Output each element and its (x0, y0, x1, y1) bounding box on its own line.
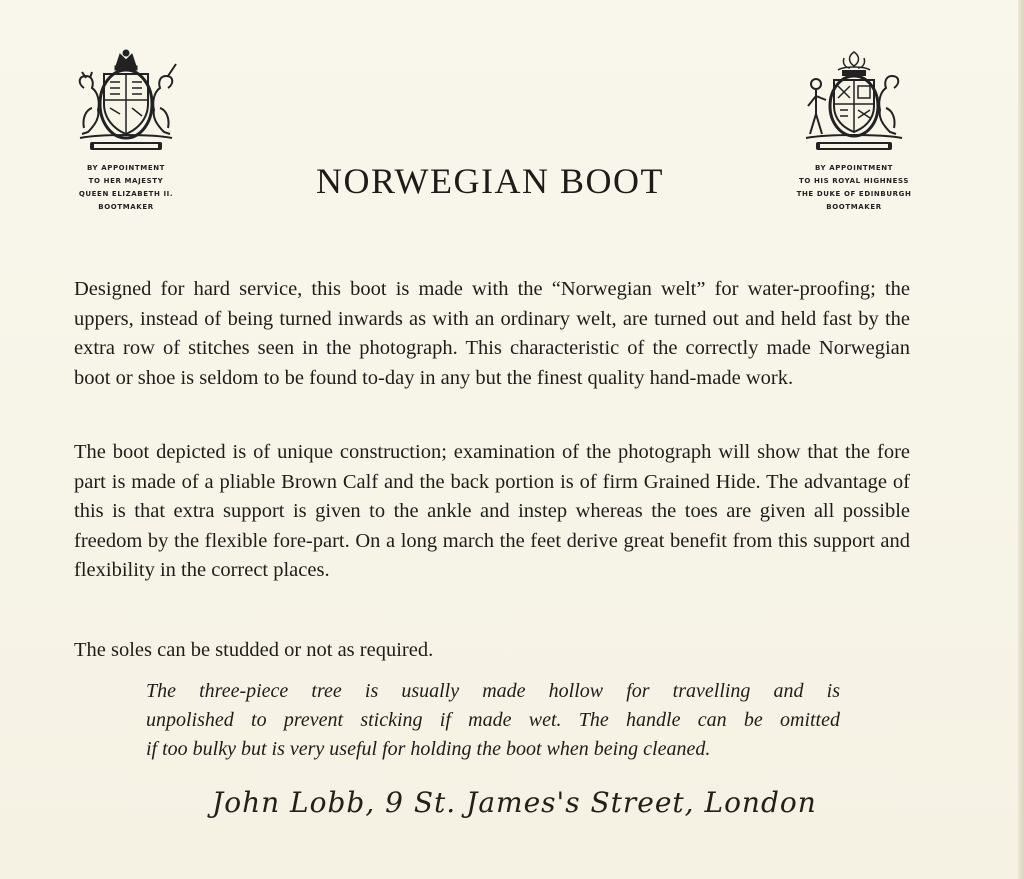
royal-coat-of-arms-icon (70, 48, 182, 156)
paragraph-norwegian-welt: Designed for hard service, this boot is made with the “Norwegian welt” for water-proofing; the uppers, instead of being turned inwards as with an ordinary welt, are turned out and held fast by the extra row of stitches seen in the photograph. This characteristic of the correctly made Norwegian boot or shoe is seldom to be found to-day in any but the finest quality hand-made work. (74, 278, 910, 389)
page-edge (1018, 0, 1024, 879)
page-title: NORWEGIAN BOOT (316, 161, 664, 201)
warrant-line: BY APPOINTMENT (86, 164, 166, 172)
warrant-line: TO HIS ROYAL HIGHNESS (799, 177, 909, 185)
warrant-line: TO HER MAJESTY (88, 177, 164, 185)
paragraph-construction: The boot depicted is of unique construction; examination of the photograph will show that the fore part is made of a pliable Brown Calf and the back portion is of firm Grained Hide. The advantage of this is that extra support is given to the ankle and instep whereas the toes are given all possible freedom by the flexible fore-part. On a long march the feet derive great benefit from this support and flexibility in the correct places. (74, 441, 910, 581)
maker-signature: John Lobb, 9 St. James's Street, London (212, 786, 817, 819)
warrant-line: QUEEN ELIZABETH II. (78, 190, 174, 198)
note-line: The three-piece tree is usually made hollow for travelling and is (146, 680, 840, 702)
warrant-line: BOOTMAKER (826, 203, 882, 211)
warrant-line: THE DUKE OF EDINBURGH (796, 190, 912, 198)
warrant-line: BOOTMAKER (98, 203, 154, 211)
warrant-line: BY APPOINTMENT (814, 164, 894, 172)
note-line: unpolished to prevent sticking if made wet. The handle can be omitted (146, 709, 840, 731)
boot-tree-note (146, 677, 840, 764)
duke-of-edinburgh-coat-of-arms-icon (798, 48, 910, 156)
note-line: if too bulky but is very useful for holding the boot when being cleaned. (146, 738, 711, 760)
paragraph-soles: The soles can be studded or not as required. (74, 639, 434, 661)
